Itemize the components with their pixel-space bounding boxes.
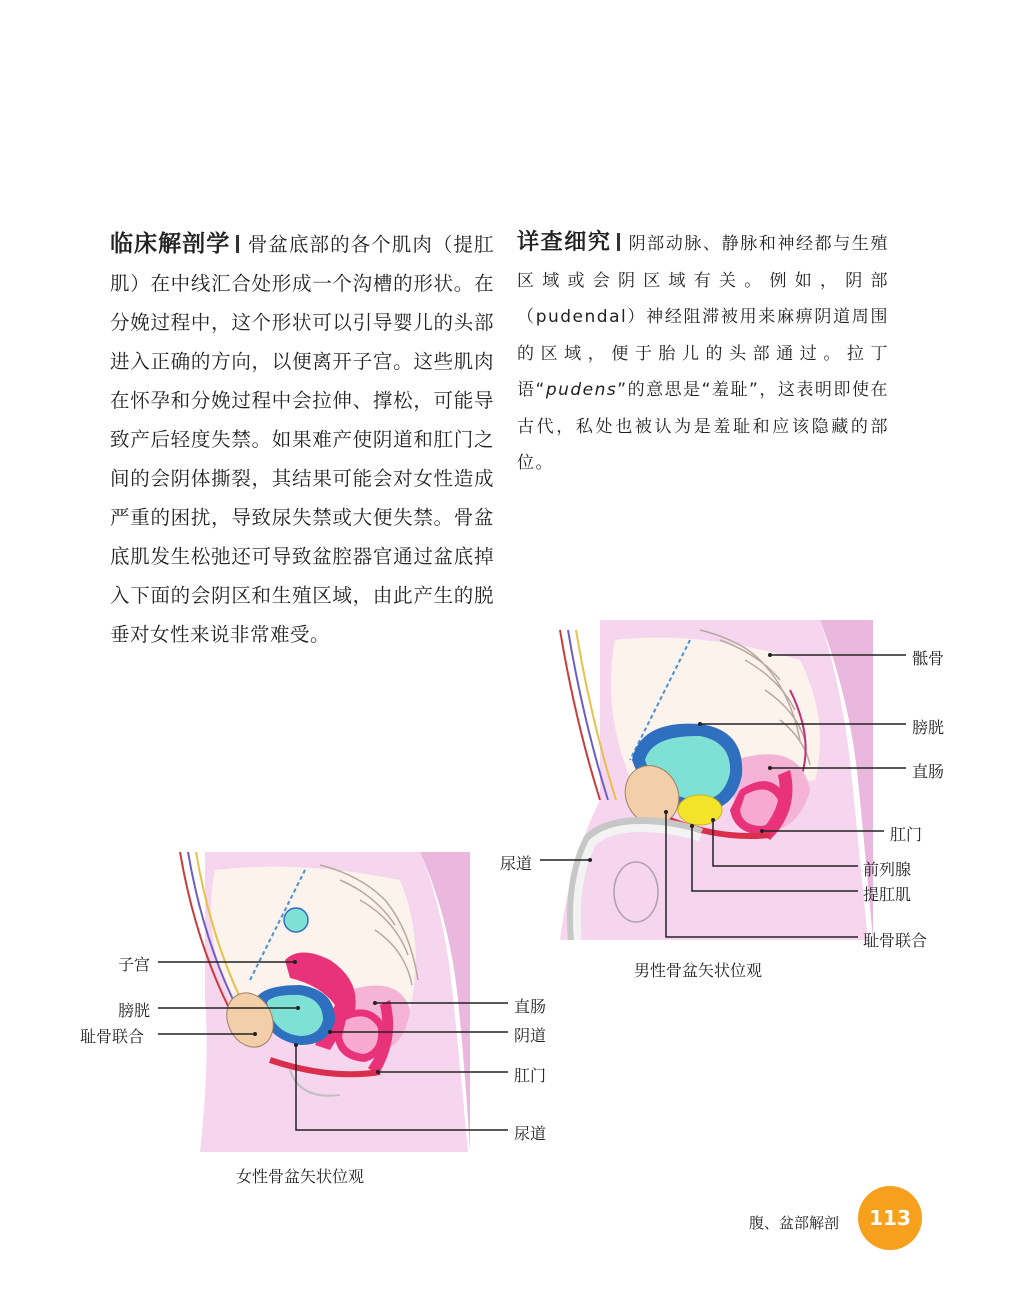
female-label-vagina: 阴道 [514,1026,547,1045]
female-figure-caption: 女性骨盆矢状位观 [236,1167,365,1186]
male-label-rectum: 直肠 [912,762,945,781]
male-figure-caption: 男性骨盆矢状位观 [634,961,763,980]
male-label-prostate: 前列腺 [863,860,912,879]
latin-term: pudens [545,380,618,400]
female-label-pubic-symphysis: 耻骨联合 [80,1027,145,1046]
female-label-rectum: 直肠 [514,997,547,1016]
male-label-levator-ani: 提肛肌 [863,885,912,904]
female-label-anus: 肛门 [514,1066,547,1085]
male-pelvis-drawing [560,620,880,940]
closer-look-text-a: 阴部动脉、静脉和神经都与生殖区域或会阴区域有关。例如，阴部（pudendal）神经阻滞被用来麻痹阴道周围的区域，便于胎儿的头部通过。拉丁语“ [517,234,889,400]
closer-look-text-b: ”的意思是“羞耻”，这表明即使在古代，私处也被认为是羞耻和应该隐藏的部位。 [517,380,889,473]
male-label-bladder: 膀胱 [912,718,945,737]
closer-look-heading: 详查细究 [517,229,612,255]
male-label-sacrum: 骶骨 [912,649,945,668]
female-label-uterus: 子宫 [118,955,151,974]
page-number: 113 [869,1206,911,1230]
section-title: 腹、盆部解剖 [749,1214,840,1232]
clinical-anatomy-heading: 临床解剖学 [110,230,231,257]
female-pelvis-drawing [180,852,475,1152]
male-label-urethra: 尿道 [500,854,533,873]
clinical-anatomy-text: 骨盆底部的各个肌肉（提肛肌）在中线汇合处形成一个沟槽的形状。在分娩过程中，这个形状可以引导婴儿的头部进入正确的方向，以便离开子宫。这些肌肉在怀孕和分娩过程中会拉伸、撑松，可能导致产后轻度失禁。如果难产使阴道和肛门之间的会阴体撕裂，其结果可能会对女性造成严重的困扰，导致尿失禁或大便失禁。骨盆底肌发生松弛还可导致盆腔器官通过盆底掉入下面的会阴区和生殖区域，由此产生的脱垂对女性来说非常难受。 [110,233,494,646]
male-label-pubic-symphysis: 耻骨联合 [863,931,928,950]
female-label-urethra: 尿道 [514,1124,547,1143]
male-label-anus: 肛门 [890,825,923,844]
page-number-badge [858,1186,922,1250]
female-label-bladder: 膀胱 [118,1001,151,1020]
